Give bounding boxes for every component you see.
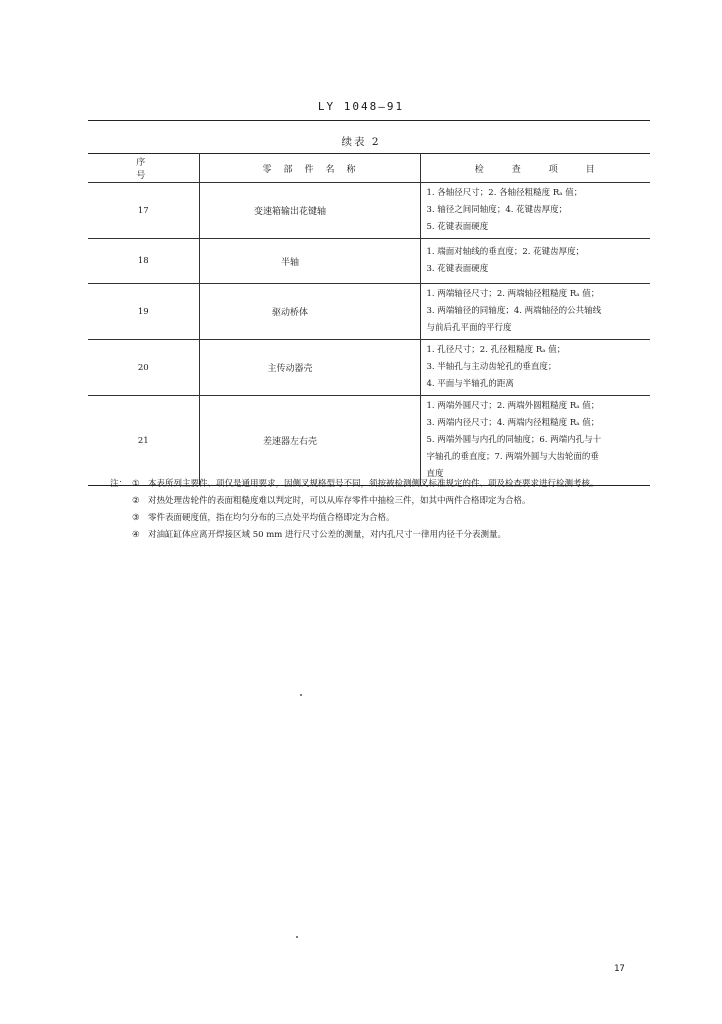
- row-number: 18: [88, 239, 199, 284]
- note-text: 对热处理齿轮件的表面粗糙度难以判定时，可以从库存零件中抽检三件，如其中两件合格即定为合格。: [148, 496, 531, 506]
- note-text: 对油缸缸体应离开焊接区域 50 mm 进行尺寸公差的测量，对内孔尺寸一律用内径千分表测量。: [148, 530, 507, 540]
- row-number: 21: [88, 396, 199, 486]
- inspection-items: 1. 孔径尺寸；2. 孔径粗糙度 Rₐ 值； 3. 半轴孔与主动齿轮孔的垂直度； 4. 平面与半轴孔的距离: [420, 340, 650, 396]
- inspection-items: 1. 端面对轴线的垂直度；2. 花键齿厚度； 3. 花键表面硬度: [420, 239, 650, 284]
- table-row: [88, 239, 650, 284]
- table-header-row: [88, 154, 650, 183]
- table-row: [88, 340, 650, 396]
- row-number: 19: [88, 284, 199, 340]
- part-name: 半轴: [199, 239, 420, 284]
- page-number: 17: [614, 964, 625, 974]
- part-name: 差速器左右壳: [199, 396, 420, 486]
- column-header-no: 序号: [88, 154, 199, 183]
- note-item: [110, 476, 650, 493]
- inspection-items: 1. 两端轴径尺寸；2. 两端轴径粗糙度 Rₐ 值； 3. 两端轴径的同轴度；4. 两端轴径的公共轴线 与前后孔平面的平行度: [420, 284, 650, 340]
- note-text: 本表所列主要件、项仅是通用要求，因侧叉规格型号不同，须按被检测侧叉标准规定的件、项及检查要求进行检测考核。: [148, 479, 599, 489]
- part-name: 驱动桥体: [199, 284, 420, 340]
- note-number: ②: [132, 496, 140, 506]
- note-number: ③: [132, 513, 140, 523]
- note-item: [110, 510, 650, 527]
- table-row: [88, 284, 650, 340]
- note-text: 零件表面硬度值，指在均匀分布的三点处平均值合格即定为合格。: [148, 513, 395, 523]
- part-name: 主传动器壳: [199, 340, 420, 396]
- row-number: 17: [88, 183, 199, 239]
- note-number: ④: [132, 530, 140, 540]
- column-header-items: 检查项目: [420, 154, 650, 183]
- notes-section: [110, 476, 650, 544]
- inspection-items: 1. 两端外圆尺寸；2. 两端外圆粗糙度 Rₐ 值； 3. 两端内径尺寸；4. 两端内径粗糙度 Rₐ 值； 5. 两端外圆与内孔的同轴度；6. 两端内孔与十 字轴孔的垂直度；7. 两端外圆与大齿轮面的垂 直度: [420, 396, 650, 486]
- standard-number: LY 1048—91: [317, 100, 405, 113]
- table-row: [88, 183, 650, 239]
- table-row: [88, 396, 650, 486]
- row-number: 20: [88, 340, 199, 396]
- header-rule: [88, 120, 650, 121]
- inspection-table: [88, 153, 650, 486]
- table-caption: 续表 2: [341, 136, 381, 148]
- note-number: ①: [132, 479, 140, 489]
- inspection-items: 1. 各轴径尺寸；2. 各轴径粗糙度 Rₐ 值； 3. 轴径之间同轴度；4. 花键齿厚度； 5. 花键表面硬度: [420, 183, 650, 239]
- scan-speck: [296, 936, 298, 938]
- note-item: [110, 493, 650, 510]
- notes-label: 注：: [110, 479, 128, 489]
- note-item: [110, 527, 650, 544]
- scan-speck: [300, 694, 302, 696]
- column-header-name: 零部件名称: [199, 154, 420, 183]
- part-name: 变速箱输出花键轴: [199, 183, 420, 239]
